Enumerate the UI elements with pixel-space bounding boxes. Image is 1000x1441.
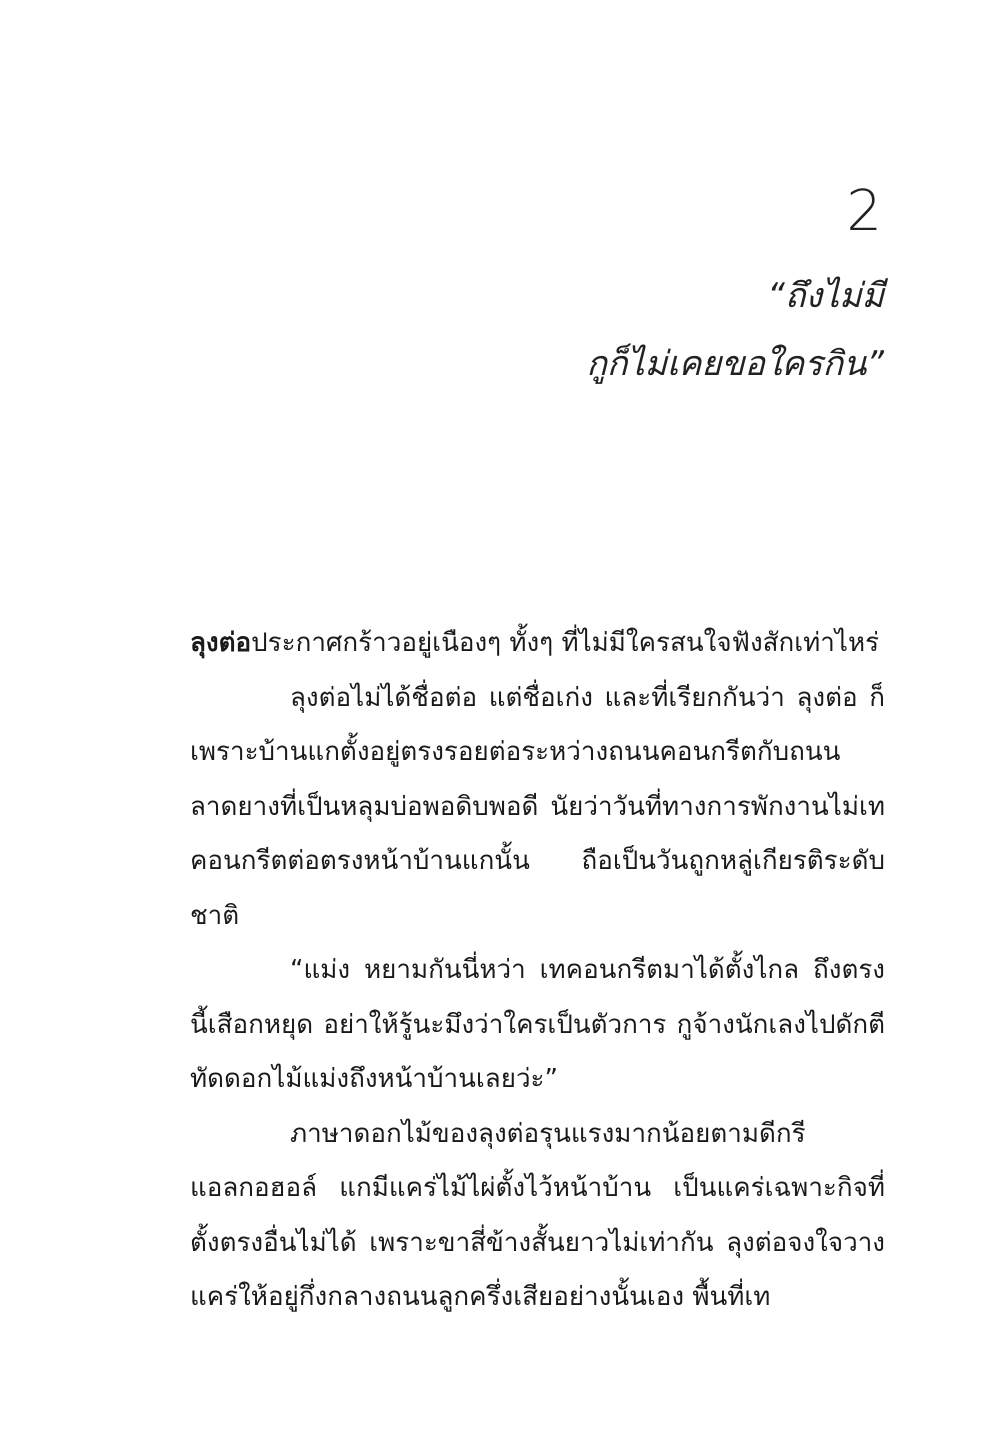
paragraph-3: “แม่ง หยามกันนี่หว่า เทคอนกรีตมาได้ตั้งไกล ถึงตรงนี้เสือกหยุด อย่าให้รู้นะมึงว่าใครเป็นตัวการ กูจ้างนักเลงไปดักตีทัดดอกไม้แม่งถึงหน้าบ้านเลยว่ะ”	[190, 955, 885, 1094]
chapter-title-line-1: “ถึงไม่มี	[767, 276, 884, 316]
chapter-title	[586, 262, 884, 398]
paragraph-1	[190, 616, 885, 671]
body-text	[190, 616, 885, 1325]
chapter-title-line-2: กูก็ไม่เคยขอใครกิน”	[586, 344, 884, 384]
paragraph-1-text: ประกาศกร้าวอยู่เนืองๆ ทั้งๆ ที่ไม่มีใครสนใจฟังสักเท่าไหร่	[251, 628, 880, 658]
paragraph-4: ภาษาดอกไม้ของลุงต่อรุนแรงมากน้อยตามดีกรีแอลกอฮอล์ แกมีแคร่ไม้ไผ่ตั้งไว้หน้าบ้าน เป็นแคร่เฉพาะกิจที่ตั้งตรงอื่นไม่ได้ เพราะขาสี่ข้างสั้นยาวไม่เท่ากัน ลุงต่อจงใจวางแคร่ให้อยู่กึ่งกลางถนนลูกครึ่งเสียอย่างนั้นเอง พื้นที่เท	[190, 1118, 885, 1312]
paragraph-1-lead: ลุงต่อ	[190, 628, 252, 658]
chapter-number: 2	[846, 179, 882, 244]
paragraph-2: ลุงต่อไม่ได้ชื่อต่อ แต่ชื่อเก่ง และที่เรียกกันว่า ลุงต่อ ก็เพราะบ้านแกตั้งอยู่ตรงรอยต่อระหว่างถนนคอนกรีตกับถนนลาดยางที่เป็นหลุมบ่อพอดิบพอดี นัยว่าวันที่ทางการพักงานไม่เทคอนกรีตต่อตรงหน้าบ้านแกนั้น ถือเป็นวันถูกหลู่เกียรติระดับชาติ	[190, 682, 885, 931]
